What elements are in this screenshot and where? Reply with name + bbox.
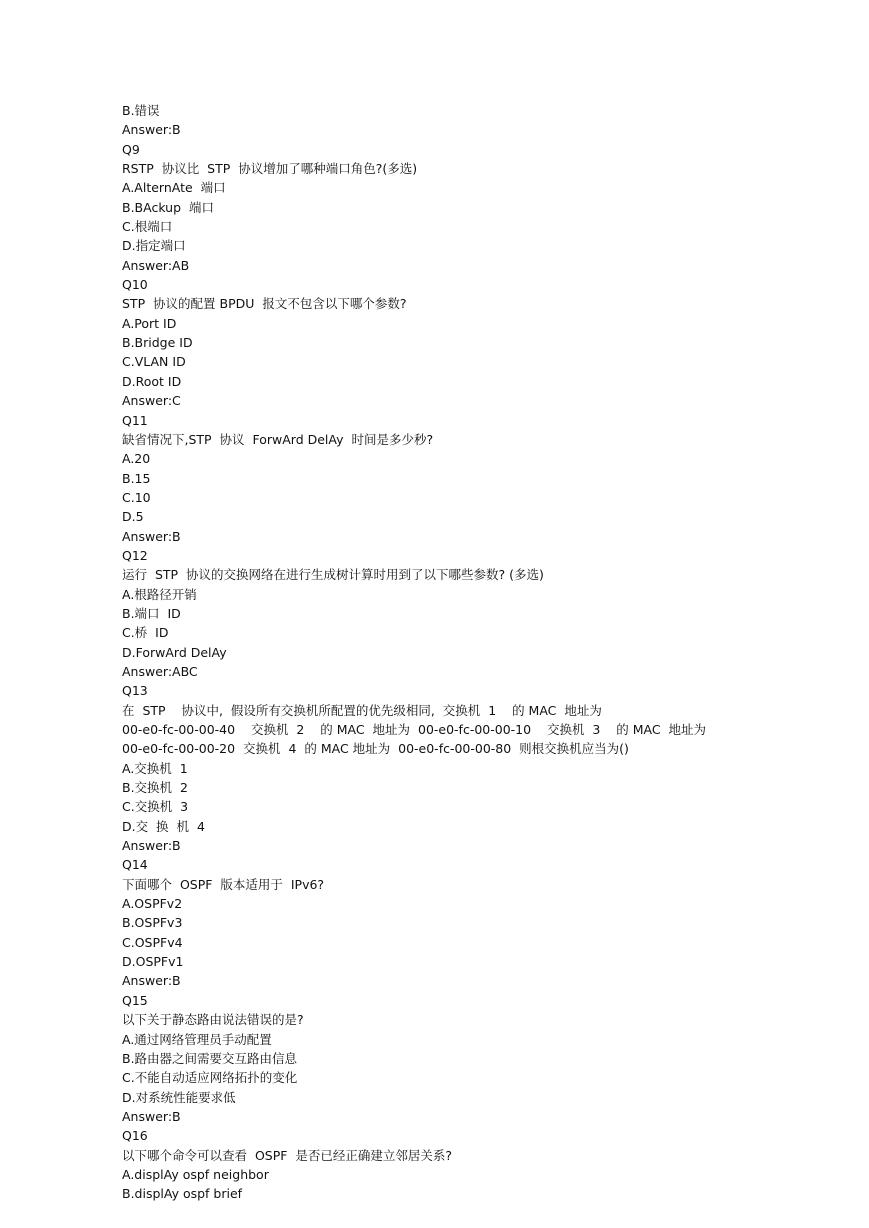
text-line: Q12 <box>122 547 148 563</box>
text-line: B.OSPFv3 <box>122 915 183 931</box>
text-line: C.根端口 <box>122 219 173 235</box>
text-line: RSTP 协议比 STP 协议增加了哪种端口角色?(多选) <box>122 161 418 177</box>
text-line: A.OSPFv2 <box>122 896 183 912</box>
text-line: Q11 <box>122 412 148 428</box>
text-line: C.桥 ID <box>122 625 169 641</box>
text-line: C.10 <box>122 489 151 505</box>
text-line: 下面哪个 OSPF 版本适用于 IPv6? <box>122 876 325 892</box>
text-line: Q16 <box>122 1128 148 1144</box>
text-line: Answer:B <box>122 1108 181 1124</box>
text-line: Answer:B <box>122 838 181 854</box>
text-line: A.20 <box>122 451 151 467</box>
text-line: A.Port ID <box>122 315 177 331</box>
text-line: D.OSPFv1 <box>122 954 184 970</box>
text-line: Answer:ABC <box>122 663 198 679</box>
text-line: Q13 <box>122 683 148 699</box>
text-line: D.对系统性能要求低 <box>122 1089 236 1105</box>
text-line: B.路由器之间需要交互路由信息 <box>122 1050 298 1066</box>
text-line: C.VLAN ID <box>122 354 186 370</box>
text-line: Q14 <box>122 857 148 873</box>
text-line: 00-e0-fc-00-00-20 交换机 4 的 MAC 地址为 00-e0-fc-00-00-80 则根交换机应当为() <box>122 741 629 757</box>
text-line: Answer:C <box>122 393 181 409</box>
text-line: C.不能自动适应网络拓扑的变化 <box>122 1070 298 1086</box>
text-line: D.5 <box>122 509 144 525</box>
text-line: B.Bridge ID <box>122 335 193 351</box>
text-line: Answer:B <box>122 973 181 989</box>
text-line: B.BAckup 端口 <box>122 199 214 215</box>
text-line: B.displAy ospf brief <box>122 1186 243 1202</box>
text-line: 在 STP 协议中, 假设所有交换机所配置的优先级相同, 交换机 1 的 MAC 地址为 <box>122 702 602 718</box>
text-line: B.15 <box>122 470 151 486</box>
text-line: C.OSPFv4 <box>122 934 183 950</box>
text-line: 以下哪个命令可以查看 OSPF 是否已经正确建立邻居关系? <box>122 1147 453 1163</box>
text-line: D.ForwArd DelAy <box>122 644 227 660</box>
text-line: 以下关于静态路由说法错误的是? <box>122 1012 304 1028</box>
text-line: D.交 换 机 4 <box>122 818 205 834</box>
document-page <box>122 101 822 1204</box>
text-line: Answer:B <box>122 528 181 544</box>
text-line: A.交换机 1 <box>122 760 188 776</box>
text-line: A.AlternAte 端口 <box>122 180 226 196</box>
text-line: Answer:AB <box>122 257 190 273</box>
text-line: A.通过网络管理员手动配置 <box>122 1031 272 1047</box>
text-line: B.交换机 2 <box>122 780 188 796</box>
text-line: 00-e0-fc-00-00-40 交换机 2 的 MAC 地址为 00-e0-fc-00-00-10 交换机 3 的 MAC 地址为 <box>122 722 707 737</box>
text-line: 运行 STP 协议的交换网络在进行生成树计算时用到了以下哪些参数? (多选) <box>122 567 544 583</box>
text-line: D.Root ID <box>122 373 182 389</box>
text-line: D.指定端口 <box>122 238 186 254</box>
text-line: B.端口 ID <box>122 605 181 621</box>
text-line: 缺省情况下,STP 协议 ForwArd DelAy 时间是多少秒? <box>122 431 434 447</box>
text-line: C.交换机 3 <box>122 799 189 815</box>
text-line: STP 协议的配置 BPDU 报文不包含以下哪个参数? <box>122 296 407 312</box>
text-line: Answer:B <box>122 122 181 138</box>
text-line: B.错误 <box>122 103 160 118</box>
text-line: A.根路径开销 <box>122 586 197 602</box>
text-line: Q15 <box>122 992 148 1008</box>
text-line: A.displAy ospf neighbor <box>122 1166 269 1182</box>
text-line: Q9 <box>122 141 140 157</box>
text-line: Q10 <box>122 277 148 293</box>
